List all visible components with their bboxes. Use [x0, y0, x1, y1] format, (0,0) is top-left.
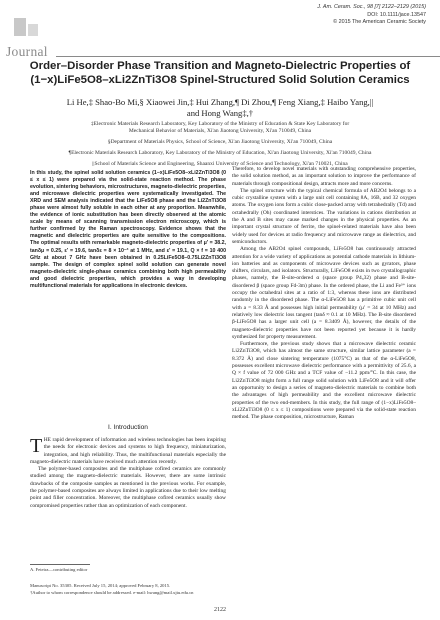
- citation-block: [317, 4, 426, 27]
- footnote-correspondence: †Author to whom correspondence should be addressed. e-mail: hwang@mail.xjtu.edu.cn: [30, 590, 194, 595]
- citation-journal: J. Am. Ceram. Soc., 98 [7] 2122–2129 (2015): [317, 4, 426, 10]
- abstract: In this study, the spinel solid solution ceramics (1−x)LiFe5O8–xLi2ZnTi3O8 (0 ≤ x ≤ 1) were prepared via the solid-state reaction method. The phase evolution, sintering behaviors, microstructures, magneto-dielectric properties, and microwave dielectric properties were systematically investigated. The XRD and SEM analysis indicated that the LiFe5O8 phase and the Li2ZnTi3O8 phase were almost fully soluble in each other at any proportion. Meanwhile, the evidence of ionic substitution has been directly observed at the atomic scale by means of scanning transmission electron microscopy, which is further confirmed by the Raman spectroscopy. Evidence shows that the magnetic and dielectric properties are quite sensitive to the compositions. The optimal results with remarkable magneto-dielectric properties of μ′ = 38.2, tanδμ = 0.25, ε′ = 19.6, tanδε = 8 × 10⁻³ at 1 MHz, and ε′ = 19.1, Q × f = 10 400 GHz at about 7 GHz have been obtained in 0.25LiFe5O8–0.75Li2ZnTi3O8 sample. The design of complex spinel solid solution can generate novel magneto-dielectric single-phase ceramics combining both high permeability and good dielectric properties, which provides a way in developing multifunctional materials for applications in electronic devices.: [30, 170, 226, 289]
- right-paragraph-4: Furthermore, the previous study shows that a microwave dielectric ceramic Li2ZnTi3O8, which has almost the same structure, similar lattice parameter (a = 8.372 Å) and close sintering temperature (1075°C) as that of the α-LiFe5O8, possesses excellent microwave dielectric performance with a permittivity of 25.6, a Q × f value of 72 000 GHz and a TCF value of −11.2 ppm/°C. In this case, the Li2ZnTi3O8 might form a full range solid solution with LiFe5O8 and it will offer an opportunity to design a series of magneto-dielectric materials to combine both the advantages of high permeability and the excellent microwave dielectric properties of the two end-members. In this study, the full range of (1−x)LiFe5O8–xLi2ZnTi3O8 (0 ≤ x ≤ 1) compositions were prepared via the solid-state reaction method. The phase composition, microstructure, Raman: [232, 341, 416, 421]
- header-rule: [56, 56, 440, 57]
- title-line-2: (1−x)LiFe5O8–xLi2ZnTi3O8 Spinel-Structured Solid Solution Ceramics: [30, 73, 410, 86]
- affiliation-3: ¶Electronic Materials Research Laboratory, Key Laboratory of the Ministry of Education, Xi'an Jiaotong University, Xi'an 710049, China: [68, 150, 372, 156]
- drop-cap: T: [30, 435, 43, 457]
- right-paragraph-2: The spinel structure with the typical chemical formula of AB2O4 belongs to a cubic crystalline system with a large unit cell containing 8A, 16B, and 32 oxygen atoms. The oxygen ions form a cubic close-packed array with tetrahedrally (Td) and octahedrally (Oh) coordinated interstices. The variations in cations distribution at the A and B sites may cause marked changes in the physical properties. As an important crystal structure of ferrite, the spinel-related materials have also been widely used for devices at radio frequency and microwave range as dielectrics, and semiconductors.: [232, 187, 416, 245]
- footnote-editor: A. Feteira—contributing editor: [30, 567, 88, 572]
- affiliation-1-line-1: ‡Electronic Materials Research Laboratory, Key Laboratory of the Ministry of Education & State Key Laboratory for: [90, 121, 350, 127]
- citation-doi[interactable]: DOI: 10.1111/jace.13547: [367, 11, 426, 18]
- affiliation-1: [20, 121, 420, 135]
- authors-line-1: Li He,‡ Shao-Bo Mi,§ Xiaowei Jin,‡ Hui Zhang,¶ Di Zhou,¶ Feng Xiang,‡ Haibo Yang,||: [66, 97, 374, 107]
- journal-header: [0, 0, 440, 59]
- affiliation-2: §Department of Materials Physics, School of Science, Xi'an Jiaotong University, Xi'an 710049, China: [107, 139, 333, 145]
- affiliation-4: ||School of Materials Science and Engineering, Shaanxi University of Science and Technology, Xi'an 710021, China: [92, 161, 348, 167]
- right-paragraph-1: Therefore, to develop novel materials with outstanding comprehensive properties, the solid solution method, as an important solution to improve the performance of materials through compositional design, attracts more and more concerns.: [232, 166, 416, 187]
- intro-paragraph-1-text: HE rapid development of information and wireless technologies has been inspiring the needs for electronic devices and systems to high frequency, miniaturization, integration, and high reliability. Thus, the multifunctional materials especially the magneto-dielectric materials have received much attention recently.: [30, 437, 226, 465]
- footnote-manuscript: Manuscript No. 35305. Received July 15, 2014; approved February 8, 2015.: [30, 583, 171, 588]
- authors-line-2: and Hong Wang‡,†: [186, 108, 254, 118]
- right-paragraph-3: Among the AB2O4 spinel compounds, LiFe5O8 has continuously attracted attention for a wide variety of applications as potential cathode materials in lithium-ion batteries and as components of microwave devices such as gyrators, phase shifters, circulars, and isolators. Structurally, LiFe5O8 exists in two crystallographic phases, namely, the B-site-ordered α (space group P4₃32) phase and B-site-disordered β (space group Fd-3m) phase. In the ordered phase, the Li and Fe³⁺ ions occupy the octahedral sites at a ratio of 1:3, whereas these ions are distributed randomly in the disordered phase. The α-LiFe5O8 has a primitive cubic unit cell with a = 8.33 Å and possesses high initial permeability (μ′ = 34 at 10 MHz) and relatively low dielectric loss tangent (tanδ ≈ 0.1 at 10 MHz). The B-site disordered β-LiFe5O8 has a larger unit cell (a = 8.3409 Å), however, the details of the magneto-dielectric properties have not been reported yet because it is hardly synthesized for property measurement.: [232, 246, 416, 340]
- right-column: [232, 166, 416, 421]
- introduction-body: [30, 437, 226, 510]
- section-heading-introduction: I. Introduction: [108, 424, 148, 431]
- title-line-1: Order–Disorder Phase Transition and Magneto-Dielectric Properties of: [29, 60, 411, 72]
- page-number: 2122: [214, 607, 226, 613]
- intro-paragraph-1: [30, 437, 226, 466]
- affiliation-1-line-2: Mechanical Behavior of Materials, Xi'an Jiaotong University, Xi'an 710049, China: [128, 128, 312, 134]
- footnote-rule: [30, 564, 90, 565]
- intro-paragraph-2: The polymer-based composites and the multiphase cofired ceramics are commonly studied among the magneto-dielectric materials. However, there are some intrinsic drawbacks of the composite samples as mentioned in the previous works. For example, the polymer-based composites are always limited in applications due to their low melting point and filler concentration. Moreover, the multiphase cofired ceramics usually show compromised properties rather than an optimization of each component.: [30, 466, 226, 509]
- author-list: [14, 97, 426, 119]
- citation-copyright: © 2015 The American Ceramic Society: [333, 19, 426, 26]
- article-title: [18, 60, 422, 87]
- journal-logo-word: Journal: [6, 44, 48, 59]
